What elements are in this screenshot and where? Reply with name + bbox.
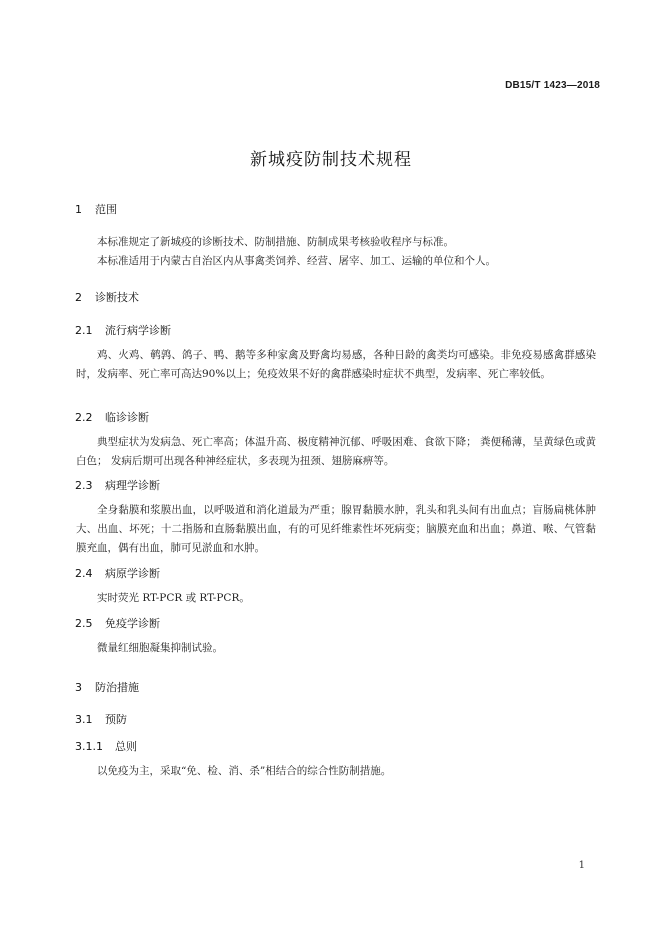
section-title: 病理学诊断 — [105, 479, 160, 492]
section-title: 总则 — [115, 740, 137, 753]
section-2-4-heading — [75, 565, 160, 581]
section-2-1-heading — [75, 322, 171, 338]
section-number: 2.3 — [75, 479, 93, 492]
section-1-paragraph-1: 本标准规定了新城疫的诊断技术、防制措施、防制成果考核验收程序与标准。 — [97, 236, 454, 248]
section-1-heading — [75, 201, 117, 217]
section-3-1-heading — [75, 711, 127, 727]
section-2-2-heading — [75, 409, 149, 425]
section-title: 病原学诊断 — [105, 567, 160, 580]
section-2-2-paragraph: 典型症状为发病急、死亡率高；体温升高、极度精神沉郁、呼吸困难、食欲下降； 粪便稀薄，呈黄绿色或黄白色； 发病后期可出现各种神经症状，多表现为扭颈、翅膀麻痹等。 — [76, 436, 596, 467]
section-number: 3 — [75, 681, 82, 694]
section-3-1-1-heading — [75, 738, 137, 754]
document-title: 新城疫防制技术规程 — [250, 150, 412, 170]
section-2-3-heading — [75, 477, 160, 493]
section-number: 2 — [75, 291, 82, 304]
section-title: 免疫学诊断 — [105, 617, 160, 630]
section-title: 诊断技术 — [95, 291, 139, 304]
section-title: 范围 — [95, 203, 117, 216]
section-number: 2.1 — [75, 324, 93, 337]
section-2-4-paragraph: 实时荧光 RT-PCR 或 RT-PCR。 — [97, 592, 250, 604]
section-number: 2.4 — [75, 567, 93, 580]
section-title: 临诊诊断 — [105, 411, 149, 424]
section-2-1-paragraph: 鸡、火鸡、鹌鹑、鸽子、鸭、鹅等多种家禽及野禽均易感，各种日龄的禽类均可感染。非免疫易感禽群感染时，发病率、死亡率可高达90%以上；免疫效果不好的禽群感染时症状不典型，发病率、死亡率较低。 — [76, 349, 596, 380]
section-1-paragraph-2: 本标准适用于内蒙古自治区内从事禽类饲养、经营、屠宰、加工、运输的单位和个人。 — [97, 255, 496, 267]
page-number: 1 — [578, 860, 585, 871]
section-number: 1 — [75, 203, 82, 216]
section-2-3-paragraph: 全身黏膜和浆膜出血，以呼吸道和消化道最为严重；腺胃黏膜水肿，乳头和乳头间有出血点；盲肠扁桃体肿大、出血、坏死；十二指肠和直肠黏膜出血，有的可见纤维素性坏死病变；脑膜充血和出血；鼻道、喉、气管黏膜充血，偶有出血，肺可见淤血和水肿。 — [76, 504, 596, 554]
section-number: 2.2 — [75, 411, 93, 424]
section-3-1-1-paragraph: 以免疫为主，采取“免、检、消、杀”相结合的综合性防制措施。 — [97, 765, 392, 777]
section-number: 3.1 — [75, 713, 93, 726]
section-number: 3.1.1 — [75, 740, 103, 753]
section-title: 预防 — [105, 713, 127, 726]
section-title: 流行病学诊断 — [105, 324, 171, 337]
section-title: 防治措施 — [95, 681, 139, 694]
section-3-heading — [75, 679, 139, 695]
section-2-heading — [75, 289, 139, 305]
standard-code: DB15/T 1423—2018 — [505, 80, 600, 91]
section-2-5-heading — [75, 615, 160, 631]
section-2-5-paragraph: 微量红细胞凝集抑制试验。 — [97, 642, 223, 654]
section-number: 2.5 — [75, 617, 93, 630]
